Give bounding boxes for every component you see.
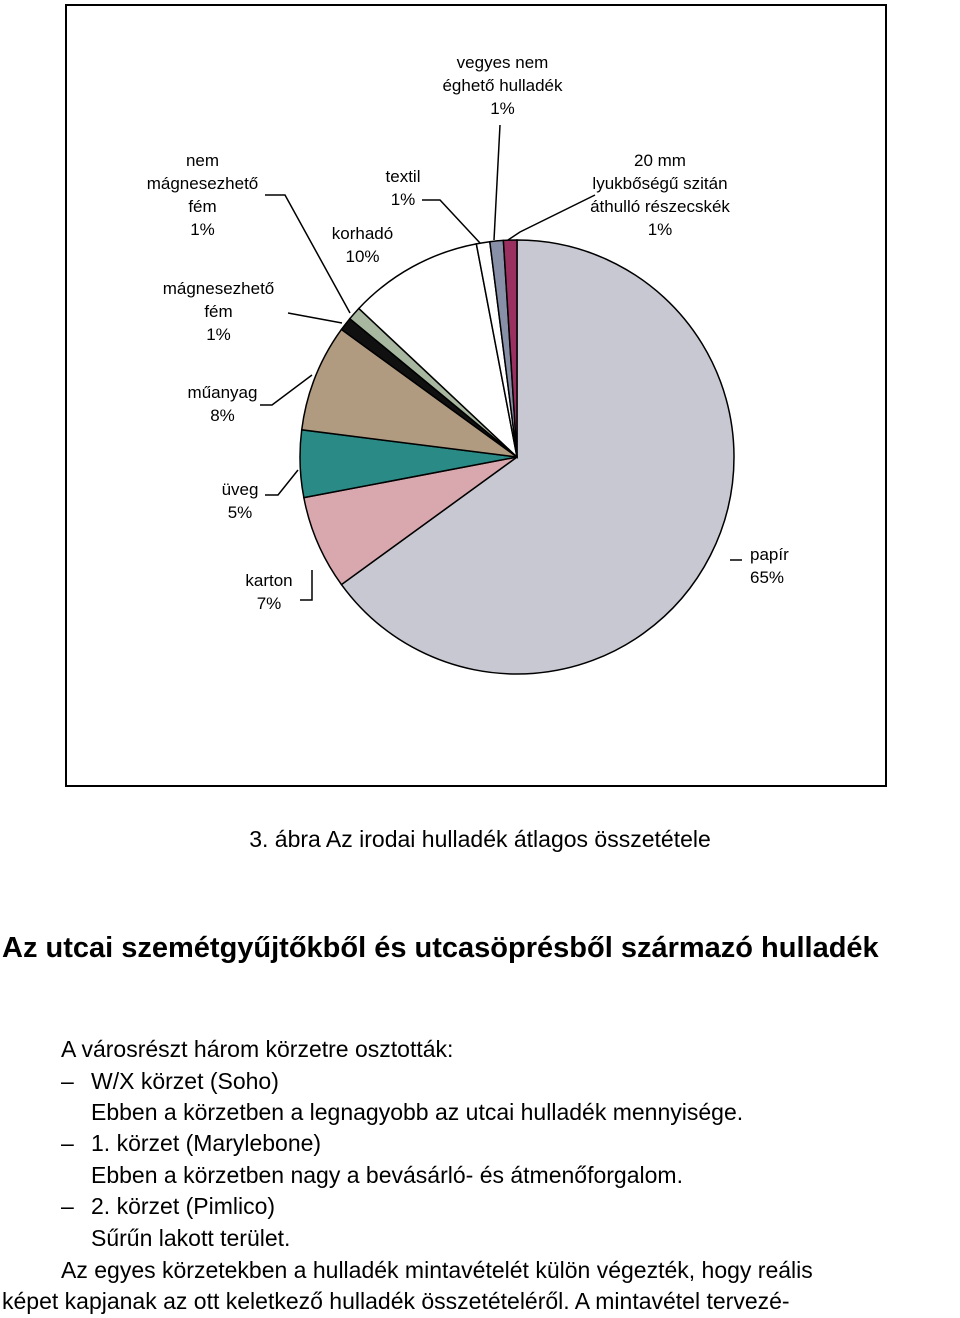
leader-magnes [288, 313, 342, 323]
label-vegyes: vegyes nem éghető hulladék 1% [442, 53, 563, 118]
label-korhado: korhadó 10% [331, 224, 394, 266]
body-paragraph-line-1: Az egyes körzetekben a hulladék mintavételét külön végezték, hogy reális [61, 1257, 813, 1283]
body-paragraph-line-2: képet kapjanak az ott keletkező hulladék összetételéről. A mintavétel tervezé- [2, 1288, 790, 1314]
list-item-2: 1. körzet (Marylebone) [91, 1130, 322, 1156]
list-dash: – [61, 1068, 74, 1094]
label-textil: textil 1% [385, 167, 421, 209]
label-muanyag: műanyag 8% [187, 383, 258, 425]
section-heading: Az utcai szemétgyűjtőkből és utcasöprésből származó hulladék [2, 932, 879, 964]
leader-vegyes [494, 125, 500, 240]
body-intro: A városrészt három körzetre osztották: [61, 1036, 454, 1062]
label-magnes: mágnesezhető fém 1% [162, 279, 275, 344]
list-item-1: W/X körzet (Soho) [91, 1068, 279, 1094]
list-item-3: 2. körzet (Pimlico) [91, 1193, 276, 1219]
figure-caption: 3. ábra Az irodai hulladék átlagos összetétele [249, 826, 711, 852]
label-uveg: üveg 5% [221, 480, 259, 522]
list-item-3-desc: Sűrűn lakott terület. [91, 1225, 291, 1251]
label-szita: 20 mm lyukbőségű szitán áthulló részecskék 1% [590, 151, 730, 239]
list-item-2-desc: Ebben a körzetben nagy a bevásárló- és átmenőforgalom. [91, 1162, 683, 1188]
label-karton: karton 7% [245, 571, 293, 613]
list-item-1-desc: Ebben a körzetben a legnagyobb az utcai hulladék mennyisége. [91, 1099, 744, 1125]
list-dash: – [61, 1130, 74, 1156]
list-dash: – [61, 1193, 74, 1219]
label-nemmagnes: nem mágnesezhető fém 1% [146, 151, 259, 239]
label-papir: papír 65% [750, 545, 789, 587]
